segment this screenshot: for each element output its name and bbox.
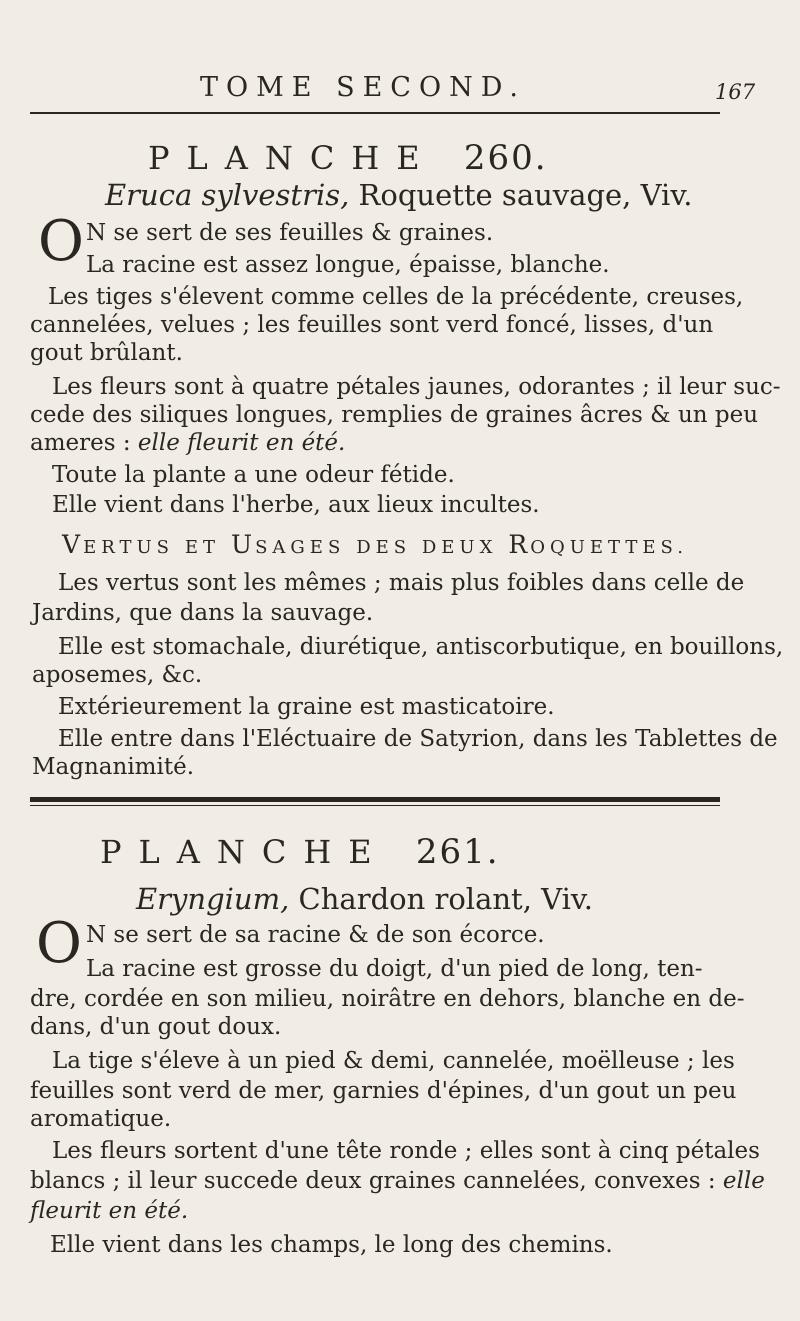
plate-260-italic-end: elle fleurit en été. [137,430,346,456]
section-heading-word: ET [184,537,221,558]
vertus-line: Elle est stomachale, diurétique, antiscorbutique, en bouillons, [58,634,784,660]
plate-260-line: La racine est assez longue, épaisse, blanche. [86,252,610,278]
plate-261-dropcap: O [36,911,82,976]
plate-260-title [148,138,548,178]
plate-260-section-heading [62,530,688,559]
plate-261-line: La tige s'éleve à un pied & demi, cannelée, moëlleuse ; les [52,1048,735,1074]
section-heading-word: OQUETTES. [530,537,688,558]
plate-261-line: dre, cordée en son milieu, noirâtre en dehors, blanche en de- [30,986,745,1012]
plate-261-line: N se sert de sa racine & de son écorce. [86,922,545,948]
vertus-line: Jardins, que dans la sauvage. [32,600,374,626]
page-number: 167 [715,80,756,104]
plate-261-line: feuilles sont verd de mer, garnies d'épines, d'un gout un peu [30,1078,737,1104]
plate-261-italic-end: fleurit en été. [30,1198,189,1224]
plate-261-line: Les fleurs sortent d'une tête ronde ; elles sont à cinq pétales [52,1138,760,1164]
plate-260-line [30,430,345,456]
section-heading-cap: V [62,530,84,559]
plate-261-line: La racine est grosse du doigt, d'un pied de long, ten- [86,956,703,982]
plate-261-common-name: Chardon rolant, Viv. [289,882,594,916]
plate-261-line-text: blancs ; il leur succede deux graines cannelées, convexes : [30,1168,723,1194]
separator-rule-thin [30,805,720,806]
section-heading-word: ERTUS [83,537,174,558]
plate-261-subtitle [136,882,593,916]
section-heading-cap: U [231,530,256,559]
plate-261-number: 261. [415,832,500,872]
plate-261-line [30,1168,765,1194]
plate-261-latin-name: Eryngium, [136,882,290,916]
running-head: TOME SECOND. [200,72,526,103]
plate-261-line: Elle vient dans les champs, le long des chemins. [50,1232,613,1258]
plate-260-line-text: ameres : [30,430,138,456]
separator-rule [30,797,720,802]
plate-260-number: 260. [463,138,548,178]
plate-260-line: Elle vient dans l'herbe, aux lieux incultes. [52,492,540,518]
header-rule [30,112,720,114]
plate-260-line: cannelées, velues ; les feuilles sont verd foncé, lisses, d'un [30,312,714,338]
plate-260-line: Les tiges s'élevent comme celles de la précédente, creuses, [48,284,744,310]
vertus-line: Magnanimité. [32,754,195,780]
section-heading-word: SAGES [255,537,346,558]
section-heading-word: DES DEUX [356,537,498,558]
vertus-line: aposemes, &c. [32,662,203,688]
plate-260-subtitle [105,178,693,212]
plate-261-line [30,1198,188,1224]
plate-260-line: gout brûlant. [30,340,183,366]
plate-261-title [100,832,500,872]
plate-260-line: cede des siliques longues, remplies de graines âcres & un peu [30,402,759,428]
vertus-line: Extérieurement la graine est masticatoire. [58,694,555,720]
vertus-line: Elle entre dans l'Eléctuaire de Satyrion, dans les Tablettes de [58,726,778,752]
plate-260-label: PLANCHE [148,139,437,177]
vertus-line: Les vertus sont les mêmes ; mais plus foibles dans celle de [58,570,745,596]
plate-261-line: aromatique. [30,1106,172,1132]
plate-261-label: PLANCHE [100,833,389,871]
plate-260-line: Toute la plante a une odeur fétide. [52,462,455,488]
plate-260-common-name: Roquette sauvage, Viv. [349,178,693,212]
plate-260-line: Les fleurs sont à quatre pétales jaunes, odorantes ; il leur suc- [52,374,781,400]
plate-260-latin-name: Eruca sylvestris, [105,178,350,212]
plate-260-dropcap: O [38,209,84,274]
plate-260-line: N se sert de ses feuilles & graines. [86,220,494,246]
section-heading-cap: R [508,530,531,559]
plate-261-line: dans, d'un gout doux. [30,1014,282,1040]
plate-261-italic-tail: elle [722,1168,765,1194]
